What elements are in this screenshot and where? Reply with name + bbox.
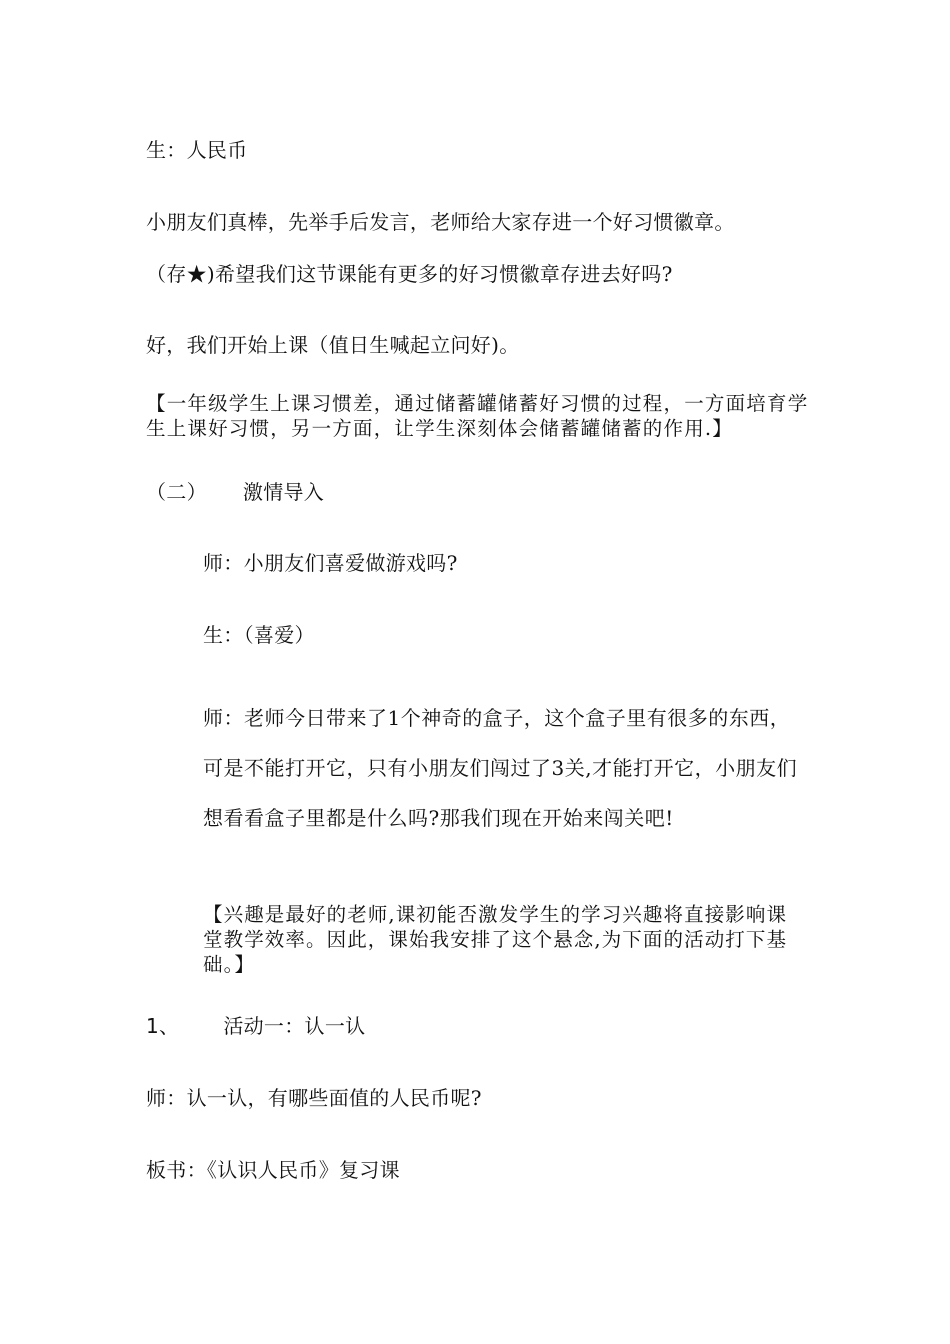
teacher-recognize-line: 师：认一认，有哪些面值的人民币呢? [146, 1086, 482, 1110]
habit-note: 【一年级学生上课习惯差，通过储蓄罐储蓄好习惯的过程，一方面培育学生上课好习惯，另一方面，让学生深刻体会储蓄罐储蓄的作用.】 [146, 392, 809, 440]
hope-line: （存★)希望我们这节课能有更多的好习惯徽章存进去好吗? [146, 262, 673, 286]
blackboard-line: 板书：《认识人民币》复习课 [146, 1158, 400, 1182]
section-number: （二） [146, 480, 207, 504]
section-heading [146, 480, 324, 504]
activity-title: 活动一：认一认 [223, 1014, 366, 1038]
teacher-story-paragraph: 师：老师今日带来了1个神奇的盒子，这个盒子里有很多的东西，可是不能打开它，只有小朋友们闯过了3关,才能打开它，小朋友们想看看盒子里都是什么吗?那我们现在开始来闯关吧! [203, 706, 798, 830]
activity-number: 1、 [146, 1014, 180, 1038]
section-title: 激情导入 [242, 480, 325, 504]
student-reply-line: 生：（喜爱） [203, 623, 315, 647]
student-answer-line: 生：人民币 [146, 138, 248, 162]
teacher-question-line: 师：小朋友们喜爱做游戏吗? [203, 551, 458, 575]
interest-note: 【兴趣是最好的老师,课初能否激发学生的学习兴趣将直接影响课堂教学效率。因此，课始我安排了这个悬念,为下面的活动打下基础。】 [203, 903, 788, 976]
start-class-line: 好，我们开始上课（值日生喊起立问好)。 [146, 333, 520, 357]
activity-heading [146, 1014, 365, 1038]
praise-line: 小朋友们真棒，先举手后发言，老师给大家存进一个好习惯徽章。 [146, 210, 735, 234]
